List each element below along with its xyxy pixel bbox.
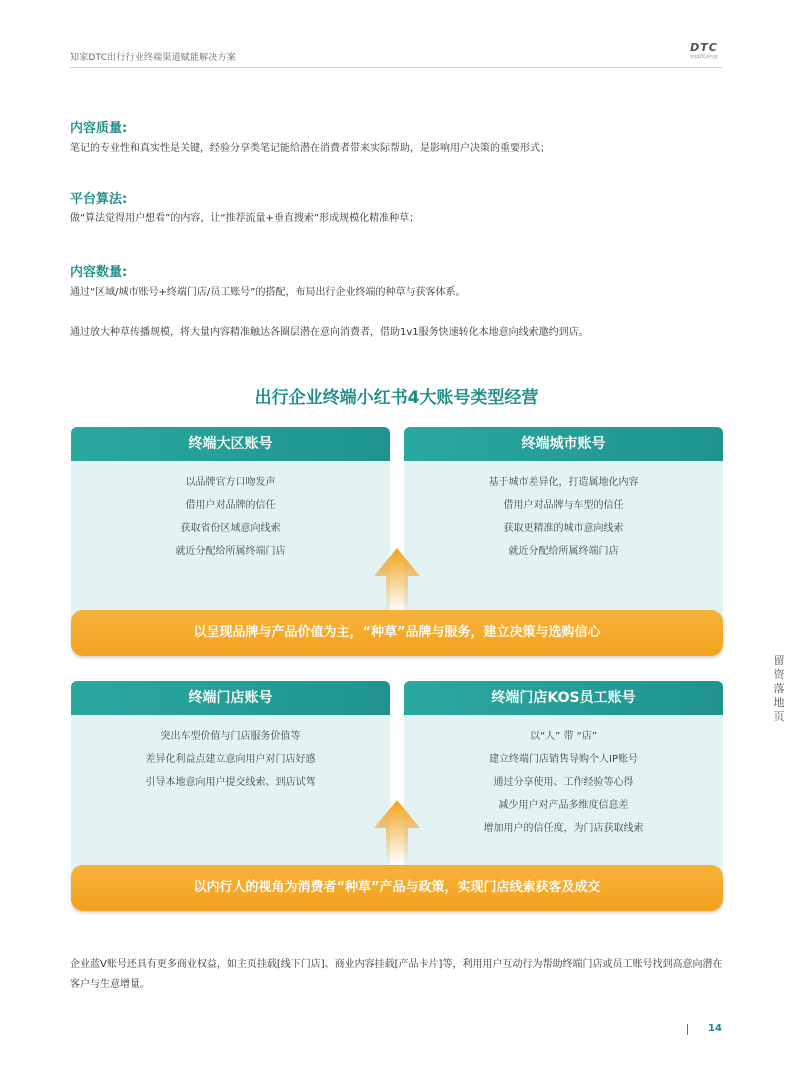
side-tab-lead-landing[interactable]: 留资落地页 [773, 654, 785, 723]
header-divider [70, 67, 722, 68]
page-number: 14 [708, 1023, 722, 1034]
card-line: 以品牌官方口吻发声 [185, 477, 276, 488]
banner-brand-value: 以呈现品牌与产品价值为主，“种草”品牌与服务，建立决策与选购信心 [71, 610, 723, 656]
up-arrow-icon [374, 548, 420, 612]
card-line: 就近分配给所属终端门店 [508, 546, 619, 557]
section-text-content-quantity: 通过“区域/城市账号+终端门店/员工账号”的搭配，布局出行企业终端的种草与获客体系。 [70, 287, 466, 298]
card-line: 获取更精准的城市意向线索 [503, 523, 624, 534]
card-title: 终端门店KOS员工账号 [404, 681, 723, 715]
diagram-title: 出行企业终端小红书4大账号类型经营 [254, 388, 539, 408]
banner-insider-view: 以内行人的视角为消费者“种草”产品与政策，实现门店线索获客及成交 [71, 865, 723, 911]
card-line: 引导本地意向用户提交线索、到店试驾 [145, 777, 316, 788]
up-arrow-icon [374, 800, 420, 864]
card-title: 终端大区账号 [71, 427, 390, 461]
card-line: 增加用户的信任度，为门店获取线索 [483, 823, 644, 834]
card-line: 减少用户对产品多维度信息差 [498, 800, 629, 811]
card-title: 终端门店账号 [71, 681, 390, 715]
section-text-platform-algorithm: 做“算法觉得用户想看”的内容，让“推荐流量+垂直搜索”形成规模化精准种草； [70, 213, 420, 224]
card-line: 借用户对品牌与车型的信任 [503, 500, 624, 511]
card-city-account [404, 427, 723, 637]
logo-mark: DTC [690, 41, 718, 54]
logo-subtitle: 知家DTC研究院 [689, 54, 719, 59]
card-line: 通过分享使用、工作经验等心得 [493, 777, 634, 788]
card-store-account [71, 681, 390, 893]
footer-text: 企业蓝V账号还具有更多商业权益，如主页挂载[线下门店]、商业内容挂载[产品卡片]等，利用用户互动行为帮助终端门店或员工账号找到高意向潜在客户与生意增量。 [70, 959, 723, 990]
card-line: 获取省份区域意向线索 [180, 523, 281, 534]
card-line: 基于城市差异化，打造属地化内容 [488, 477, 639, 488]
card-line: 差异化利益点建立意向用户对门店好感 [145, 754, 316, 765]
header-title: 知家DTC出行行业终端渠道赋能解决方案 [70, 53, 236, 63]
page-number-divider [687, 1024, 688, 1035]
card-line: 就近分配给所属终端门店 [175, 546, 286, 557]
card-region-account [71, 427, 390, 637]
card-line: 借用户对品牌的信任 [185, 500, 276, 511]
section-title-content-quantity: 内容数量: [70, 265, 128, 280]
section-title-content-quality: 内容质量: [70, 121, 128, 136]
card-line: 建立终端门店销售导购个人IP账号 [489, 754, 638, 765]
section-text-content-quality: 笔记的专业性和真实性是关键，经验分享类笔记能给潜在消费者带来实际帮助，是影响用户决策的重要形式； [70, 143, 550, 154]
card-kos-staff-account [404, 681, 723, 893]
card-line: 以“人” 带 “店” [529, 731, 598, 742]
card-title: 终端城市账号 [404, 427, 723, 461]
card-line: 突出车型价值与门店服务价值等 [160, 731, 301, 742]
section-title-platform-algorithm: 平台算法: [70, 192, 128, 207]
summary-text: 通过放大种草传播规模，将大量内容精准触达各圈层潜在意向消费者，借助1v1服务快速转化本地意向线索邀约到店。 [70, 327, 589, 338]
dtc-logo [683, 42, 725, 60]
